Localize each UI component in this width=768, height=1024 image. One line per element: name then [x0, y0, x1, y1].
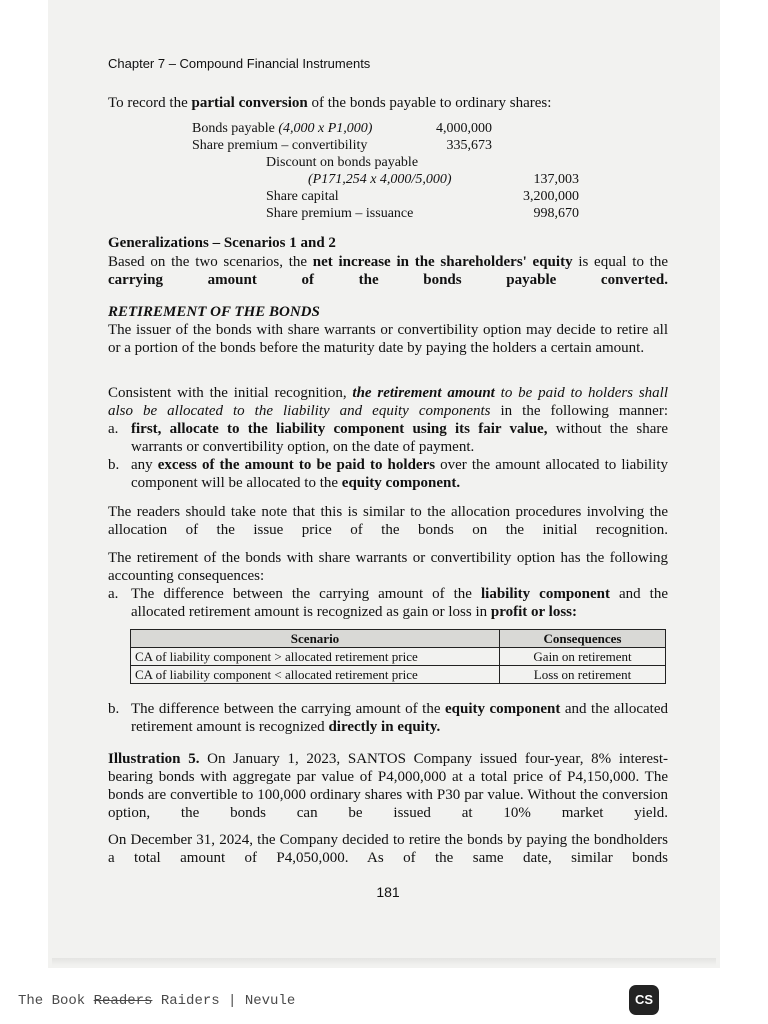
illustration-paragraph-2: On December 31, 2024, the Company decided to retire the bonds by paying the bondholders a total amount of P4,050,000. As of the same date, similar bonds — [108, 832, 668, 866]
entry-credit: 998,670 — [533, 206, 579, 221]
entry-debit: 4,000,000 — [436, 121, 492, 136]
retirement-heading: RETIREMENT OF THE BONDS — [108, 304, 320, 320]
entry-row: Discount on bonds payable — [266, 155, 419, 170]
column-header-scenario: Scenario — [131, 630, 500, 648]
retirement-consequences-intro: The retirement of the bonds with share warrants or convertibility option has the following accounting consequences: — [108, 550, 668, 584]
table-cell: CA of liability component > allocated retirement price — [131, 648, 500, 666]
table-cell: Gain on retirement — [500, 648, 666, 666]
entry-credit: 137,003 — [533, 172, 579, 187]
illustration-paragraph: Illustration 5. On January 1, 2023, SANTOS Company issued four-year, 8% interest-bearing bonds with aggregate par value of P4,000,000 at a total price of P4,150,000. The bonds are convertible to 100,000 ordinary shares with P30 par value. Without the conversion option, the bonds can be issued at 10% market yield. — [108, 751, 668, 821]
illustration-label: Illustration 5. — [108, 751, 200, 767]
table-row — [131, 666, 666, 684]
scenario-table — [130, 629, 666, 684]
column-header-consequences: Consequences — [500, 630, 666, 648]
table-header-row — [131, 630, 666, 648]
entry-row: Share premium – convertibility — [192, 138, 368, 153]
entry-credit: 3,200,000 — [523, 189, 579, 204]
partial-conversion-intro: To record the partial conversion of the bonds payable to ordinary shares: — [108, 95, 552, 111]
page-number: 181 — [376, 884, 400, 900]
retirement-allocation-intro: Consistent with the initial recognition, the retirement amount to be paid to holders shall also be allocated to the liability and equity components in the following manner: — [108, 385, 668, 419]
generalizations-text: Based on the two scenarios, the net increase in the shareholders' equity is equal to the carrying amount of the bonds payable converted. — [108, 254, 669, 288]
entry-row: (P171,254 x 4,000/5,000) — [308, 172, 452, 187]
partial-conversion-bold: partial conversion — [191, 95, 308, 111]
entry-debit: 335,673 — [446, 138, 492, 153]
entry-row: Share premium – issuance — [266, 206, 414, 221]
retirement-note: The readers should take note that this is similar to the allocation procedures involving the allocation of the issue price of the bonds on the initial recognition. — [108, 504, 668, 538]
generalizations-heading: Generalizations – Scenarios 1 and 2 — [108, 235, 336, 251]
table-cell: CA of liability component < allocated retirement price — [131, 666, 500, 684]
entry-row: Share capital — [266, 189, 339, 204]
chapter-header: Chapter 7 – Compound Financial Instruments — [108, 56, 371, 71]
table-cell: Loss on retirement — [500, 666, 666, 684]
scanned-page-bottom-edge — [52, 958, 716, 966]
camscanner-logo-icon: CS — [629, 985, 659, 1015]
retirement-paragraph: The issuer of the bonds with share warrants or convertibility option may decide to retire all or a portion of the bonds before the maturity date by paying the holders a certain amount. — [108, 322, 668, 356]
footer-credit: The Book Readers Raiders | Nevule — [18, 993, 296, 1009]
entry-row: Bonds payable (4,000 x P1,000) — [192, 121, 373, 136]
table-row — [131, 648, 666, 666]
